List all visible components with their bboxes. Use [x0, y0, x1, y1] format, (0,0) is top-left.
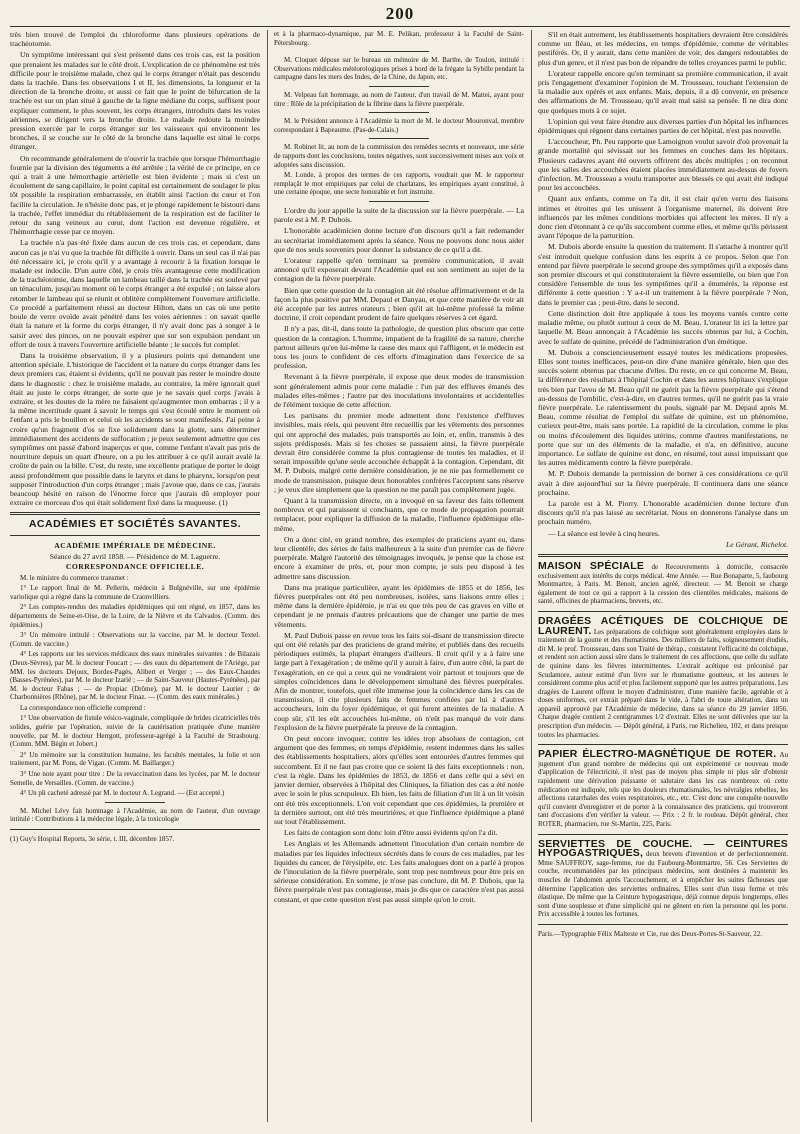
gerant-signature: Le Gérant, Richelot.: [725, 539, 788, 549]
divider: [10, 535, 260, 536]
paragraph: On recommande généralement de n'ouvrir la trachée que lorsque l'hémorrhagie fournie par la division des téguments a été arrêtée ; la vérité de ce principe, en ce qui a trait à une hémorrhagie artérielle est bien évidente ; mais si c'est un écoulement de sang capillaire, le point capital est certainement de soulager le plus tôt possible la respiration embarrassée, en établit ainsi l'action du cœur et l'on facilite la circulation. Je n'hésite donc pas, et je plonge rapidement le bistouri dans la trachée, l'effet immédiat du rétablissement de la respiration est de faciliter le retour du sang veineux au cœur, dont l'action est devenue régulière, et l'hémorrhagie cesse par ce moyen.: [10, 153, 260, 237]
subsection-title: CORRESPONDANCE OFFICIELLE.: [65, 561, 205, 571]
footnote: (1) Guy's Hospital Reports, 3e série, t. III, décembre 1857.: [10, 835, 175, 843]
paragraph: M. Velpeau fait hommage, au nom de l'auteur, d'un travail de M. Mattei, ayant pour titre : Rôle de la précipitation de la fibrine dans la fièvre puerpérale.: [274, 90, 524, 108]
paragraph: M. le ministre du commerce transmet :: [20, 573, 129, 582]
imprint: Paris.—Typographie Félix Malteste et Cie, rue des Deux-Portes-St-Sauveur, 22.: [538, 929, 762, 938]
paragraph: Il n'y a pas, dit-il, dans toute la pathologie, de question plus obscure que cette question de la contagion. L'homme, impatient de la fragilité de sa nature, cherche partout ailleurs qu'en lui-même la cause des maux qui l'affligent, et le médecin est tous les jours le confident de ces efforts d'imagination dans l'exercice de sa profession.: [274, 324, 524, 371]
column-left: [10, 30, 260, 1122]
divider: [538, 834, 788, 835]
paragraph: La correspondance non officielle comprend :: [20, 703, 146, 712]
paragraph: Revenant à la fièvre puerpérale, il expose que deux modes de transmission sont généralement admis pour cette maladie : l'un par des effluves émanés des malades elles-mêmes ; l'autre par des inoculations involontaires et accidentelles de l'élément toxique de cette affection.: [274, 372, 524, 409]
paragraph: M. Michel Lévy fait hommage à l'Académie, au nom de l'auteur, d'un ouvrage intitulé : Contributions à la médecine légale, à la toxicologie: [10, 806, 260, 824]
divider: [369, 201, 429, 202]
paragraph: M. Robinet lit, au nom de la commission des remèdes secrets et nouveaux, une série de rapports dont les conclusions, toutes négatives, sont successivement mises aux voix et adoptées sans discussion.: [274, 143, 524, 169]
ad-title: DRAGÉES ACÉTIQUES DE COLCHIQUE DE LAURENT.: [538, 614, 788, 637]
paragraph: Bien que cette question de la contagion ait été résolue affirmativement et de la façon la plus positive par MM. Depaul et Danyau, et que cette manière de voir ait été acceptée par les autres orateurs ; bien qu'il ait lui-même professé la même doctrine, il croit cependant prudent de faire quelques réserves à cet égard.: [274, 285, 524, 323]
header-rule: [10, 26, 790, 27]
list-item: 1° Le rapport final de M. Pellerin, médecin à Bulgnéville, sur une épidémie variolique qui a régné dans la commune de Craonvilliers.: [10, 584, 260, 601]
paragraph: Quant à la transmission directe, on a invoqué en sa faveur des faits tellement nombreux et qui paraissent si concluants, que ce mode de propagation pourrait remplacer, pour expliquer la diffusion de la maladie, l'influence épidémique elle-même.: [274, 496, 524, 533]
divider: [538, 924, 788, 925]
column-middle: [274, 30, 524, 1122]
paragraph: La parole est à M. Piorry. L'honorable académicien donne lecture d'un discours qu'il n'a pas laissé au secrétariat. Nous en donnerons l'analyse dans un prochain numéro.: [538, 498, 788, 527]
paragraph: Dans ma pratique particulière, ayant les épidémies de 1855 et de 1856, les fièvres puerpérales ont été peu nombreuses, isolées, sans liaisons entre elles ; même dans la dernière épidémie, je n'ai eu que très peu de cas graves en ville et cependant je ne prenais d'autres précautions que de changer une partie de mes vêtements.: [274, 582, 524, 629]
list-item: 3° Une note ayant pour titre : De la revaccination dans les lycées, par M. le docteur Semelle, de Versailles. (Comm. de vaccine.): [10, 770, 260, 787]
paragraph: M. le Président annonce à l'Académie la mort de M. le docteur Mouronval, membre correspondant à Bapeaume. (Pas-de-Calais.): [274, 117, 524, 134]
list-item: 3° Un mémoire intitulé : Observations sur la vaccine, par M. le docteur Textel. (Comm. de vaccine.): [10, 631, 260, 648]
divider: [105, 802, 165, 803]
paragraph: L'opinion qui veut faire étendre aux diverses parties d'un hôpital les influences épidémiques qui règnent dans certaines parties de cet hôpital, n'est pas nouvelle.: [538, 116, 788, 136]
divider: [538, 744, 788, 745]
paragraph: Cette distinction doit être appliquée à tous les moyens vantés contre cette maladie même, ou plutôt surtout à ceux de M. Beau. L'orateur lit ici la lettre par laquelle M. Beau annonçait à l'Académie les succès obtenus par lui, à Cochin, avec le sulfate de quinine, précédé de l'administration d'un émétique.: [538, 308, 788, 346]
paragraph: L'accoucheur, Ph. Peu rapporte que Lamoignon voulut savoir d'où provenait la grande mortalité qui sévissait sur les femmes en couches dans les hôpitaux. Plusieurs cadavres ayant été ouverts offrirent des abcès multiples ; on reconnut que les salles des accouchées étaient placées immédiatement au-dessus de foyers d'infection. M. Trousseau a voulu transporter aux blessés ce qui avait été indiqué pour les accouchées.: [538, 137, 788, 193]
divider: [369, 86, 429, 87]
divider: [369, 138, 429, 139]
ad-text: Au jugement d'un grand nombre de médecins qui ont expérimenté ce nouveau mode d'application de l'électricité, il n'est pas de moyen plus simple ni plus sûr d'obtenir rapidement une dérivation puissante et salutaire dans les cas nombreux où cette médication est indiquée, tels que les douleurs rhumatismales, les névralgies rebelles, les affections catarrhales des voies respiratoires, etc., etc. C'est donc une conquête nouvelle qu'il convient d'enregistrer et de porter à la connaissance des praticiens, qui trouveront tant d'occasions d'en vérifier la valeur. — Prix : 2 fr. le rouleau. Dépôt général, chez ROTER, pharmacien, rue St-Martin, 225, Paris.: [538, 751, 788, 828]
ad-text: de Recouvrements à domicile, consacrée exclusivement aux intérêts du corps médical. 4me Année. — Rue Bonaparte, 5, faubourg Montmartre, à Paris. M. Benoit, ancien agréé, directeur. — M. Benoit se charge également de tout ce qui a rapport à la cession des clientèles médicales, maisons de santé, officines de pharmaciens, brevets, etc.: [538, 562, 788, 606]
paragraph: On peut encore invoquer, contre les idées trop absolues de contagion, cet argument que des femmes, en temps d'épidémie, restent indemnes dans les salles des établissements hospitaliers, alors qu'elles sont entourées d'autres femmes qui succombent. Et il ne faut pas croire que ce soient là des faits exceptionnels : non, c'est la règle. Dans les épidémies de 1853, de 1856 et dans celle qui a sévi en janvier dernier, observées à l'hôpital des Cliniques, la filiation des cas a été notée avec le soin le plus scrupuleux. Eh bien, les faits de filiation d'un lit à un lit voisin ont été très exceptionnels. L'on voit cependant que ces épidémies, la première et la dernière surtout, ont été très meurtrières, et que l'influence épidémique a plané sur tout l'établissement.: [274, 734, 524, 826]
section-title: ACADÉMIES ET SOCIÉTÉS SAVANTES.: [28, 518, 242, 531]
paragraph: La trachée n'a pas été fixée dans aucun de ces trois cas, et cependant, dans aucun cas je n'ai vu que la trachée fût difficile à ouvrir. Dans un seul cas il n'ai pas été nécessaire ici, je crois qu'il y a avantage à recourir à la fixation lorsque le malade est indocile. D'un autre côté, je crois très avantageuse cette modification de la trachéotomie, dans laquelle un lambeau taillé dans la trachée est soulevé par un ténaculum, jusqu'au moment où le corps étranger a été expulsé ; on laisse alors retomber le lambeau qui se réunit et oblitère complètement l'ouverture artificielle. Ce procédé a parfaitement réussi au docteur Hilton, dans un cas où une petite boule de verre ovoïde avait pénétré dans les voies aériennes : on savait quelle était la nature et la forme du corps étranger, il n'y avait donc pas à songer à le saisir avec des pinces, on ne pouvait espérer que sur son expulsion pendant un effort de toux à travers l'ouverture artificielle béante ; le succès fut complet.: [10, 238, 260, 349]
paragraph: M. Dubois aborde ensuite la question du traitement. Il s'attache à montrer qu'il s'est introduit quelque confusion dans les esprits à ce propos. Selon que l'on entend par fièvre puerpérale le second groupe des symptômes qu'il a exposés dans son premier discours et qui constituteraient la fièvre essentielle, ou bien que l'on considère l'ensemble de tous les symptômes qu'il a énumérés, la réponse est différente à cette question : Y a-t-il un traitement à la fièvre puerpérale ? Non, dans le premier cas ; peut-être, dans le second.: [538, 242, 788, 307]
ad-title: MAISON SPÉCIALE: [538, 559, 645, 572]
paragraph: L'orateur rappelle qu'en terminant sa première communication, il avait annoncé qu'il exposerait devant l'Académie quel est son sentiment au sujet de la contagion de la fièvre puerpérale.: [274, 255, 524, 284]
section-rule: [10, 512, 260, 515]
ad-title: SERVIETTES DE COUCHE. — CEINTURES HYPOGASTRIQUES,: [538, 837, 788, 860]
ad-title: PAPIER ÉLECTRO-MAGNÉTIQUE DE ROTER.: [538, 748, 777, 761]
paragraph: M. Cloquet dépose sur le bureau un mémoire de M. Barthe, de Toulon, intitulé : Observations médicales météorologiques prises à bord de la frégate la Sybille pendant la campagne dans les mers des Indes, de la Chine, du Japon, etc.: [274, 56, 524, 82]
session-line: Séance du 27 avril 1858. — Présidence de M. Laguerre.: [49, 551, 221, 561]
academy-name: ACADÉMIE IMPÉRIALE DE MÉDECINE.: [54, 540, 216, 550]
paragraph: L'ordre du jour appelle la suite de la discussion sur la fièvre puerpérale. — La parole est à M. P. Dubois.: [274, 205, 524, 225]
paragraph: M. Dubois a consciencieusement essayé toutes les médications proposées. Elles sont toutes inefficaces, peut-on dire d'une manière générale, bien que des succès soient obtenus par chacune d'elles. Du reste, en ce qui concerne M. Beau, la différence des résultats à l'hôpital Cochin et dans les autres hôpitaux s'explique très bien par l'aveu de M. Beau qu'il ne guérit pas la fièvre puerpérale qui s'étend au-dessus de l'ombilic, c'est-à-dire, en d'autres termes, qu'il ne guérit pas la vraie fièvre puerpérale. Le ralentissement du pouls, signalé par M. Depaul après M. Beau, comme résultat de l'emploi du sulfate de quinine, est un phénomène, curieux peut-être, mais sans portée. La rapidité de la circulation, comme le plus ou moins d'écoulement des liquides utérins, comme d'autres manifestations, ne porte que sur un des éléments de la maladie, et n'a, en définitive, aucune importance. Le sulfate de quinine est donc, en résumé, tout aussi impuissant que les autres médicaments contre la fièvre puerpérale.: [538, 347, 788, 468]
advertisement: [538, 750, 788, 828]
column-right: [538, 30, 788, 1122]
divider: [369, 51, 429, 52]
paragraph: — La séance est levée à cinq heures.: [548, 528, 660, 538]
paragraph: On a donc cité, en grand nombre, des exemples de praticiens ayant eu, dans leur clientèle, des séries de faits malheureux à la suite d'un premier cas de fièvre puerpérale. Malgré l'autorité des témoignages invoqués, je pense que la chose est encore à examiner de près, et, pour mon compte, je suis peu disposé à les admettre sans discussion.: [274, 534, 524, 581]
paragraph: L'orateur rappelle encore qu'en terminant sa première communication, il avait pris l'engagement d'examiner l'opinion de M. Trousseau, touchant l'extension de la maladie aux opérés et aux enfants. Mais, depuis, il a dû convenir, en présence des affirmations de M. Trousseau, qu'il avait mal saisi sa pensée. Il ne dira donc que quelques mots à ce sujet.: [538, 68, 788, 115]
list-item: 4° Les rapports sur les services médicaux des eaux minérales suivantes : de Bilazais (Deux-Sèvres), par M. le docteur Foucart ; — des eaux du département de l'Ariége, par MM. les docteurs Dejoux, Bordes-Pagès, Alibert et Verger ; — des Eaux-Chaudes (Basses-Pyrénées), par M. le docteur Izarié ; — de Saint-Sauveur (Hautes-Pyrénées), par M. le docteur Fabas ; — de Propiac (Drôme), par M. le docteur Laurier ; de Charbonnières (Rhône), par M. le docteur Finaz. — (Comm. des eaux minérales.): [10, 650, 260, 702]
divider: [369, 112, 429, 113]
paragraph: Un symptôme intéressant qui s'est présenté dans ces trois cas, est la position que prenaient les malades sur le côté droit. L'explication de ce phénomène est très difficile pour le troisième malade, chez qui le corps étranger n'était pas descendu dans la trachée. Dans les observations I et II, les dimensions, la longueur et la direction de la bronche droite, et aussi ce fait que le point de bifurcation de la trachée est sur un plan situé à gauche de la ligne médiane du corps, suffisent pour expliquer comment, le plus souvent, les corps étrangers, introduits dans les voies aériennes, se dirigent vers la bronche droite. Le malade redoute la moindre pression exercée par le corps étranger sur les vaisseaux qui environnent les bronches, il se couche sur le côté de la bronche dans laquelle est situé le corps étranger.: [10, 50, 260, 152]
column-divider: [267, 30, 268, 1122]
advertisement: [538, 614, 788, 739]
advertisement: [538, 559, 788, 606]
paragraph: M. P. Dubois demande la permission de borner à ces considérations ce qu'il avait à dire aujourd'hui sur la fièvre puerpérale. Il continuera dans une séance prochaine.: [538, 469, 788, 497]
paragraph: M. Londe, à propos des termes de ces rapports, voudrait que M. le rapporteur remplaçât le mot empiriques par celui de charlatans, les empiriques ayant constitué, à une certaine époque, une secte honorable et fort instruite.: [274, 171, 524, 197]
section-rule: [538, 554, 788, 557]
ad-text: deux brevets d'invention et de perfectionnement. Mme SAUFFROY, sage-femme, rue du Faubourg-Montmartre, 56. Ces Serviettes de couche, recommandées par les principaux médecins, sont destinées à maintenir les muscles de l'abdomen après l'accouchement, et à empêcher les suites fâcheuses que détermine l'application des serviettes ordinaires. Elles sont d'un tissu ferme et très élastique. De même que la Ceinture hypogastrique, déjà connue depuis longtemps, elles sont d'une souplesse et d'une simplicité qui ne gênent en rien la personne qui les porte. Prix accessible à toutes les fortunes.: [538, 850, 788, 919]
list-item: 4° Un pli cacheté adressé par M. le docteur A. Legrand. — (Est accepté.): [20, 789, 225, 798]
divider: [538, 611, 788, 612]
paragraph: très bien trouvé de l'emploi du chloroforme dans plusieurs opérations de trachéotomie.: [10, 30, 260, 49]
page-number: 200: [385, 4, 415, 23]
column-divider: [531, 30, 532, 1122]
list-item: 2° Les comptes-rendus des maladies épidémiques qui ont régné, en 1857, dans les départements de Seine-et-Oise, de la Loire, de la Nièvre et du Calvados. (Comm. des épidémies.): [10, 603, 260, 629]
paragraph: M. Paul Dubois passe en revue tous les faits soi-disant de transmission directe qui ont été relatés par des praticiens de grand mérite, et publiés dans des recueils périodiques estimés, la plupart étrangers d'ailleurs. Il croit qu'il y a à faire une large part à l'exagération ; de même qu'il y aurait à faire, d'un autre côté, la part de l'exagération, en ce qui a ceux qui ne voudraient voir partout et toujours que de simples coïncidences dans le développement simultané des fièvres puerpérales. Afin de montrer, toutefois, quel rôle immense joue la coïncidence dans les cas de transmission, il cite plusieurs faits de femmes confiées par lui à d'autres accoucheurs, loin du foyer épidémique, et qui furent atteintes de la maladie. A coup sûr, s'il les eût accouchées lui-même, où n'eût pas manqué de voir dans l'explosion de la fièvre puerpérale la preuve de la contagion.: [274, 630, 524, 732]
paragraph: Les Anglais et les Allemands admettent l'inoculation d'un certain nombre de maladies par les liquides infectieux sécrétés dans le cours de ces maladies, par les liquides du cancer, de l'érysipèle, etc. Les faits analogues dont on a parlé à propos de l'inoculation de la fièvre puerpérale, sont trop peu nombreux pour être pris en sérieuse considération. En somme, je n'ose pas conclure, dit M. P. Dubois, que la fièvre puerpérale n'est pas contagieuse, mais je dis que ce caractère n'est pas aussi constant, et que cette question n'est pas aussi simple qu'on le croit.: [274, 839, 524, 904]
ad-text: Les préparations de colchique sont généralement employées dans le traitement de la goutte et des rhumatismes. Des milliers de faits, soigneusement étudiés, dit M. le prof. Trousseau, dans son Traité de thérap., constatent l'efficacité du colchique, et rendent son action aussi sûre dans le traitement de ces affections, que celle du sulfate de quinine dans les fièvres intermittentes. L'extrait acétique est préconisé par Scudamore, auteur estimé d'un livre sur le rhumatisme goutteux, et les auteurs le considèrent comme plus actif et plus facilement supporté que les autres préparations. Les dragées de Laurent offrent le moyen d'administrer, d'une manière facile, agréable et à doses uniformes, cet extrait préparé dans le vide, à l'abri de toute altération, dans un appareil approuvé par l'Académie de médecine, dans sa séance du 29 janvier 1856. Chaque dragée contient 2 centigrammes 1/2 d'extrait. Elles ne sont délivrées que sur la prescription d'un médecin. — Dépôt général, à Paris, rue Richelieu, 102, et dans presque toutes les pharmacies.: [538, 627, 788, 739]
list-item: 1° Une observation de fistule vésico-vaginale, compliquée de brides cicatricielles très solides, guérie par l'opération, suivie de la cautérisation pratiquée d'une manière nouvelle, par M. le docteur Herrgott, professeur-agrégé à la Faculté de Strasbourg. (Comm. MM. Bégin et Jobert.): [10, 714, 260, 749]
advertisement: [538, 837, 788, 919]
paragraph: S'il en était autrement, les établissements hospitaliers devraient être considérés comme un fléau, et les médecins, en temps d'épidémie, comme de véritables pestiférés. Or, il y aurait, dans cette manière de voir, des dangers redoutables de plus d'un genre, et il n'est pas bon de répandre de telles croyances parmi le public.: [538, 30, 788, 67]
paragraph: Les partisans du premier mode admettent donc l'existence d'effluves invisibles, mais réels, qui peuvent être recueillis par les vêtements des personnes qui ont approché des malades, puis transportés au loin, et, enfin, transmis à des sujets prédisposés. Mais si les choses se passaient ainsi, la fièvre puerpérale devrait être considérée comme la plus contagieuse de toutes les maladies, et il serait impossible qu'une seule accouchée échappât à la contagion. Cependant, dit M. P. Dubois, malgré cette dernière considération, je ne nie pas formellement ce mode de transmission, puisque deux honorables confrères l'acceptent sans réserve ; je veux dire simplement que la question ne me paraît pas complètement jugée.: [274, 411, 524, 494]
paragraph: Quant aux enfants, comme on l'a dit, il est clair qu'en vertu des liaisons intimes et étroites qui les unissent à l'organisme maternel, ils doivent être influencés par les mêmes conditions morbides qui affectent les mères. Il n'y a donc rien d'étonnant à ce qu'ils succombent comme elles, et même qu'ils périssent avant l'époque de la parturition.: [538, 194, 788, 241]
footnote-rule: [10, 829, 260, 830]
paragraph: L'honorable académicien donne lecture d'un discours qu'il a fait redemander au secrétariat immédiatement après la séance. Nous ne pouvons donc nous aider que de nos seuls souvenirs pour donner la substance de ce qu'il a dit.: [274, 226, 524, 254]
newspaper-page: [8, 4, 792, 1126]
paragraph: et à la pharmaco-dynamique, par M. E. Pelikan, professeur à la Faculté de Saint-Pétersbourg.: [274, 30, 524, 47]
list-item: 2° Un mémoire sur la constitution humaine, les facultés mentales, la folie et son traitement, par M. Pons, de Vigan. (Comm. M. Baillarger.): [10, 750, 260, 768]
paragraph: Les faits de contagion sont donc loin d'être aussi évidents qu'on l'a dit.: [284, 828, 498, 838]
paragraph: Dans la troisième observation, il y a plusieurs points qui demandent une attention spéciale. L'historique de l'accident et la nature du corps étranger dans les deux premiers cas, étaient si évidents, qu'il ne pouvait pas rester le moindre doute dans le diagnostic : chez le troisième malade, au contraire, la mère ignorait quel était au juste le corps étranger, de sorte que je ne savais quel corps j'avais à extraire, et les doutes de la mère ne faisaient qu'augmenter mon embarras ; il y a la même incertitude quant à savoir le temps qui s'est écoulé entre le moment où l'enfant a pris le bouillon et celui où les accidents se sont manifestés. J'ai peine à croire qu'un fragment d'os se fixe solidement dans la glotte, sans déterminer immédiatement des accidents de suffocation ; je peux seulement admettre que ces symptômes ont passé d'abord inaperçus et que, comme l'enfant n'avait pas pris de nourriture depuis un quart d'heure, on a pu les attribuer à ce qu'il aurait avalé la croûte de pain ou la bille. C'est, du reste, une excellente pratique de porter le doigt aussi profondément que possible dans le larynx et dans le pharynx, lorsqu'on peut supposer l'introduction d'un corps étranger ; mais j'avoue que, dans ce cas, j'aurais beaucoup hésité en raison de l'énorme force que j'aurais dû employer pour extraire ce morceau d'os qui était solidement fixé dans la muqueuse. (1): [10, 350, 260, 508]
